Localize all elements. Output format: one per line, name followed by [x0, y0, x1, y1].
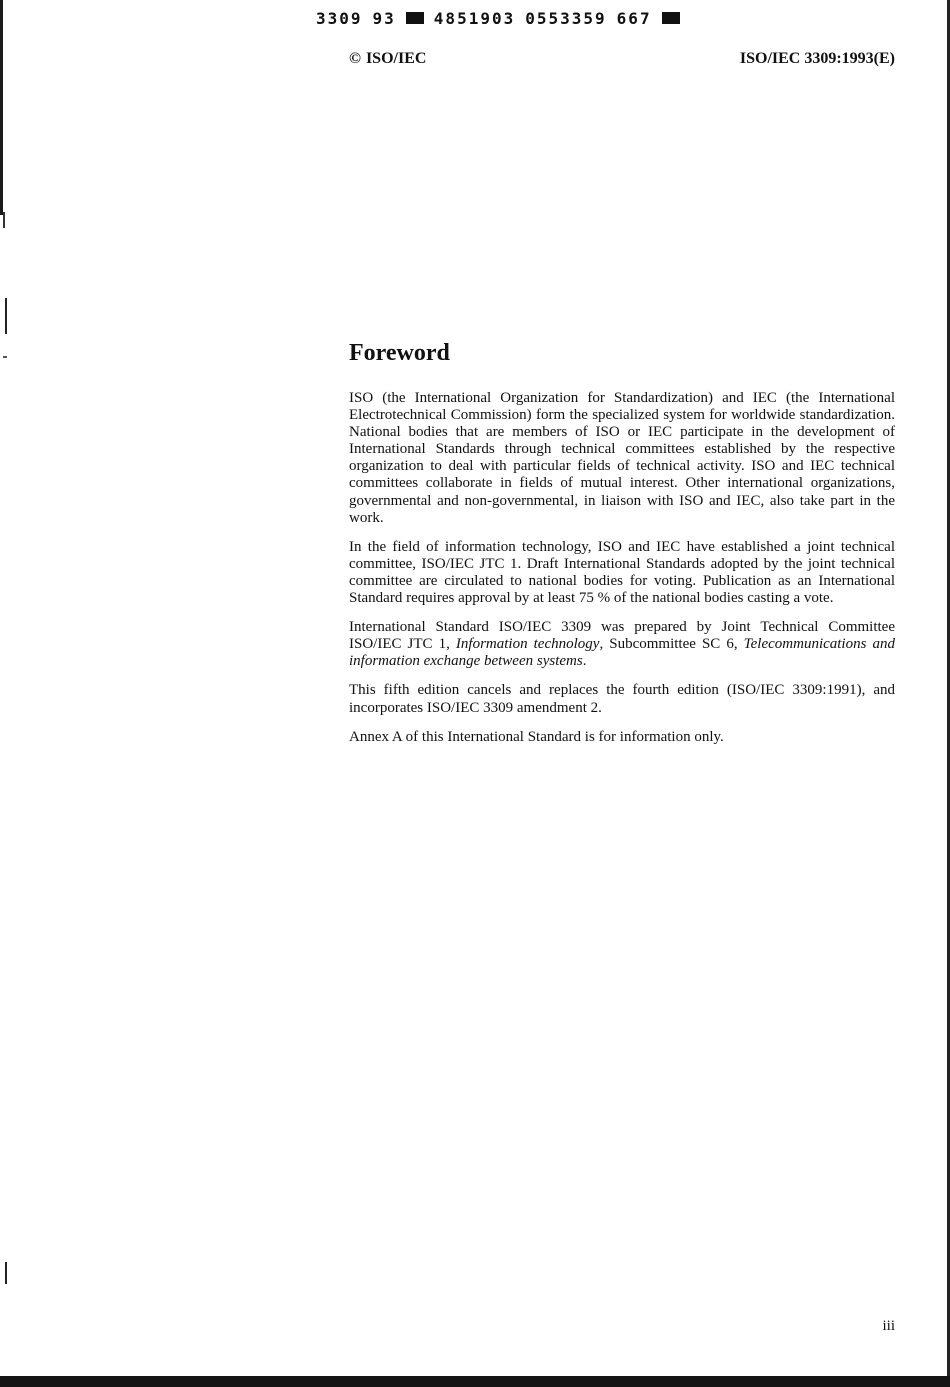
subcommittee-title: Telecommunications and information exchange between systems — [349, 636, 895, 670]
section-title: Foreword — [349, 340, 450, 366]
control-code-segment: 4851903 — [433, 8, 516, 28]
committee-title: Information technology — [455, 636, 600, 653]
document-control-code — [316, 6, 690, 30]
scan-edge-bottom — [0, 1376, 950, 1387]
paragraph-text: , Subcommittee SC 6, — [599, 636, 744, 653]
control-block-mark — [406, 12, 424, 24]
control-code-segment: 0553359 — [525, 8, 607, 28]
copyright-icon: © — [349, 50, 361, 67]
paragraph — [349, 619, 895, 670]
page-number: iii — [882, 1318, 895, 1334]
standard-identifier: ISO/IEC 3309:1993(E) — [739, 50, 895, 67]
paragraph-text: International Standard ISO/IEC 3309 was prepared by Joint Technical Committee ISO/IEC JTC 1, — [349, 619, 895, 653]
control-block-mark — [662, 12, 680, 24]
page-header — [349, 50, 895, 68]
copyright-owner: ISO/IEC — [365, 50, 427, 67]
scan-mark — [5, 1262, 7, 1284]
paragraph: Annex A of this International Standard is for information only. — [349, 728, 724, 745]
control-code-segment: 667 — [616, 8, 652, 28]
foreword-section — [349, 338, 895, 758]
scan-edge-left — [0, 0, 3, 215]
control-code-segment: 93 — [372, 8, 396, 28]
paragraph: This fifth edition cancels and replaces the fourth edition (ISO/IEC 3309:1991), and incorporates ISO/IEC 3309 amendment 2. — [349, 682, 895, 716]
paragraph: In the field of information technology, ISO and IEC have established a joint technical committee, ISO/IEC JTC 1. Draft International Standards adopted by the joint technical committee are circulated to national bodies for voting. Publication as an International Standard requires approval by at least 75 % of the national bodies casting a vote. — [349, 538, 895, 607]
scan-mark — [3, 356, 7, 358]
control-code-segment: 3309 — [316, 8, 363, 28]
paragraph: ISO (the International Organization for Standardization) and IEC (the International Electrotechnical Commission) form the specialized system for worldwide standardization. National bodies that are members of ISO or IEC participate in the development of International Standards through technical committees established by the respective organization to deal with particular fields of technical activity. ISO and IEC technical committees collaborate in fields of mutual interest. Other international organizations, governmental and non-governmental, in liaison with ISO and IEC, also take part in the work. — [349, 390, 895, 526]
scan-edge-tick — [3, 212, 5, 228]
scan-mark — [5, 298, 7, 334]
paragraph-text: . — [582, 653, 587, 670]
copyright-notice — [349, 50, 426, 68]
